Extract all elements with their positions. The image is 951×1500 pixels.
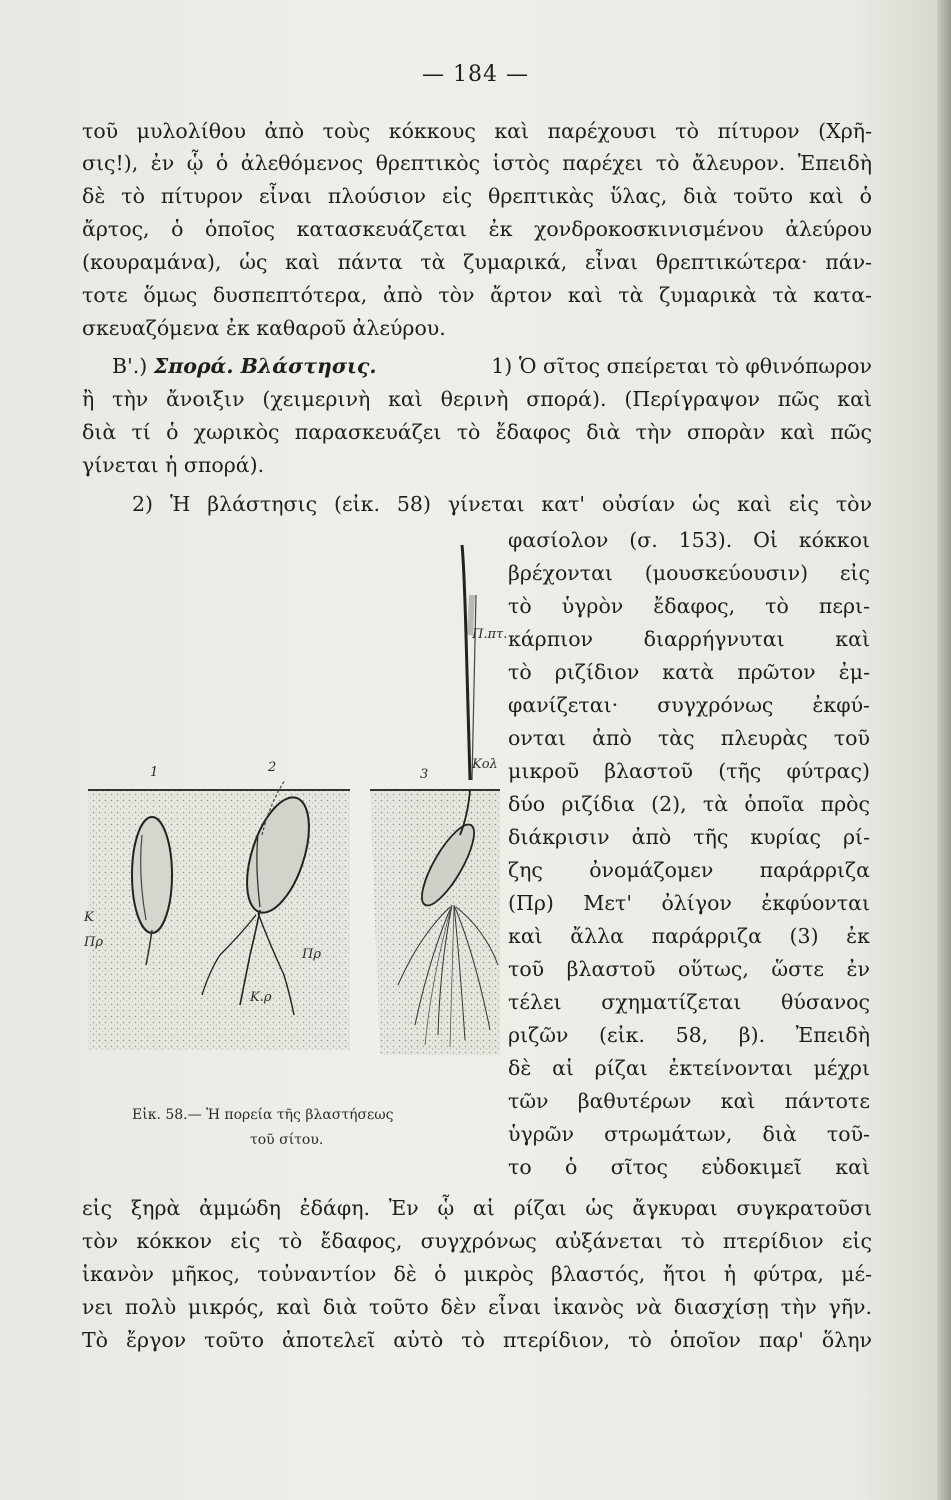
column-line: κάρπιον διαρρήγνυται καὶ: [508, 627, 870, 651]
column-line: καὶ ἄλλα παράρριζα (3) ἐκ: [508, 924, 870, 948]
text-line: τοτε ὅμως δυσπεπτότερα, ἀπὸ τὸν ἄρτον καὶ τὰ ζυμαρικὰ τὰ κατα-: [82, 283, 872, 307]
figure-label-1: 1: [150, 765, 159, 780]
column-line: μικροῦ βλαστοῦ (τῆς φύτρας): [508, 759, 870, 783]
figure-caption-line2: τοῦ σίτου.: [250, 1132, 324, 1148]
text-line: Τὸ ἔργον τοῦτο ἀποτελεῖ αὐτὸ τὸ πτερίδιον, τὸ ὁποῖον παρ' ὅλην: [82, 1328, 872, 1352]
text-line: διὰ τί ὁ χωρικὸς παρασκευάζει τὸ ἔδαφος διὰ τὴν σπορὰν καὶ πῶς: [82, 420, 872, 444]
text-line: (κουραμάνα), ὡς καὶ πάντα τὰ ζυμαρικά, εἶναι θρεπτικώτερα· πάν-: [82, 250, 872, 274]
figure-label-pt: Π.πτ.: [472, 627, 508, 642]
text-line: δὲ τὸ πίτυρον εἶναι πλούσιον εἰς θρεπτικὰς ὕλας, διὰ τοῦτο καὶ ὁ: [82, 184, 872, 208]
section-heading: [112, 353, 872, 379]
text-line: ἱκανὸν μῆκος, τοὐναντίον δὲ ὁ μικρὸς βλαστός, ἤτοι ἡ φύτρα, μέ-: [82, 1262, 872, 1286]
figure-caption-line1: Εἰκ. 58.— Ἡ πορεία τῆς βλαστήσεως: [132, 1107, 394, 1123]
text-line: σις!), ἐν ᾧ ὁ ἀλεθόμενος θρεπτικὸς ἱστὸς παρέχει τὸ ἄλευρον. Ἐπειδὴ: [82, 151, 872, 175]
column-line: ριζῶν (εἰκ. 58, β). Ἐπειδὴ: [508, 1023, 870, 1047]
text-line: 2) Ἡ βλάστησις (εἰκ. 58) γίνεται κατ' οὐσίαν ὡς καὶ εἰς τὸν: [132, 492, 872, 516]
figure-label-3: 3: [420, 767, 429, 782]
wheat-germination-illustration: [80, 535, 500, 1095]
column-line: ονται ἀπὸ τὰς πλευρὰς τοῦ: [508, 726, 870, 750]
text-line: νει πολὺ μικρός, καὶ διὰ τοῦτο δὲν εἶναι ἱκανὸς νὰ διασχίσῃ τὴν γῆν.: [82, 1295, 872, 1319]
text-line: γίνεται ἡ σπορά).: [82, 453, 265, 477]
column-line: τὸ ριζίδιον κατὰ πρῶτον ἐμ-: [508, 660, 870, 684]
column-line: δύο ριζίδια (2), τὰ ὁποῖα πρὸς: [508, 792, 870, 816]
column-line: τοῦ βλαστοῦ οὕτως, ὥστε ἐν: [508, 957, 870, 981]
figure-label-pr-mid: Πρ: [302, 947, 321, 962]
column-line: (Πρ) Μετ' ὀλίγον ἐκφύονται: [508, 891, 870, 915]
column-line: τὸ ὑγρὸν ἔδαφος, τὸ περι-: [508, 594, 870, 618]
section-first-line: 1) Ὁ σῖτος σπείρεται τὸ φθινόπωρον: [491, 354, 872, 378]
text-line: τὸν κόκκον εἰς τὸ ἔδαφος, συγχρόνως αὐξάνεται τὸ πτερίδιον εἰς: [82, 1229, 872, 1253]
column-line: φασίολον (σ. 153). Οἱ κόκκοι: [508, 528, 870, 552]
figure-label-kr: Κ.ρ: [250, 990, 272, 1005]
text-line: ἄρτος, ὁ ὁποῖος κατασκευάζεται ἐκ χονδροκοσκινισμένου ἀλεύρου: [82, 217, 872, 241]
text-line: ἢ τὴν ἄνοιξιν (χειμερινὴ καὶ θερινὴ σπορά). (Περίγραψον πῶς καὶ: [82, 387, 872, 411]
section-number: Β'.): [112, 354, 148, 378]
figure-label-pr-left: Πρ: [84, 935, 103, 950]
section-title: Σπορά. Βλάστησις.: [153, 354, 377, 378]
column-line: δὲ αἱ ρίζαι ἐκτείνονται μέχρι: [508, 1056, 870, 1080]
column-line: τέλει σχηματίζεται θύσανος: [508, 990, 870, 1014]
column-line: ὑγρῶν στρωμάτων, διὰ τοῦ-: [508, 1122, 870, 1146]
text-line: εἰς ξηρὰ ἀμμώδη ἐδάφη. Ἐν ᾧ αἱ ρίζαι ὡς ἄγκυραι συγκρατοῦσι: [82, 1196, 872, 1220]
column-line: βρέχονται (μουσκεύουσιν) εἰς: [508, 561, 870, 585]
column-line: το ὁ σῖτος εὐδοκιμεῖ καὶ: [508, 1155, 870, 1179]
column-line: τῶν βαθυτέρων καὶ πάντοτε: [508, 1089, 870, 1113]
page-edge: [937, 0, 951, 1500]
text-line: σκευαζόμενα ἐκ καθαροῦ ἀλεύρου.: [82, 316, 446, 340]
column-line: φανίζεται· συγχρόνως ἐκφύ-: [508, 693, 870, 717]
page-number: — 184 —: [422, 62, 529, 87]
figure-label-2: 2: [268, 760, 277, 775]
figure-58: [80, 535, 508, 1123]
column-line: ζης ὀνομάζομεν παράρριζα: [508, 858, 870, 882]
figure-label-k: Κ: [84, 910, 94, 925]
figure-label-kol: Κολ: [472, 757, 498, 772]
text-line: τοῦ μυλολίθου ἀπὸ τοὺς κόκκους καὶ παρέχουσι τὸ πίτυρον (Χρῆ-: [82, 119, 872, 143]
column-line: διάκρισιν ἀπὸ τῆς κυρίας ρί-: [508, 825, 870, 849]
